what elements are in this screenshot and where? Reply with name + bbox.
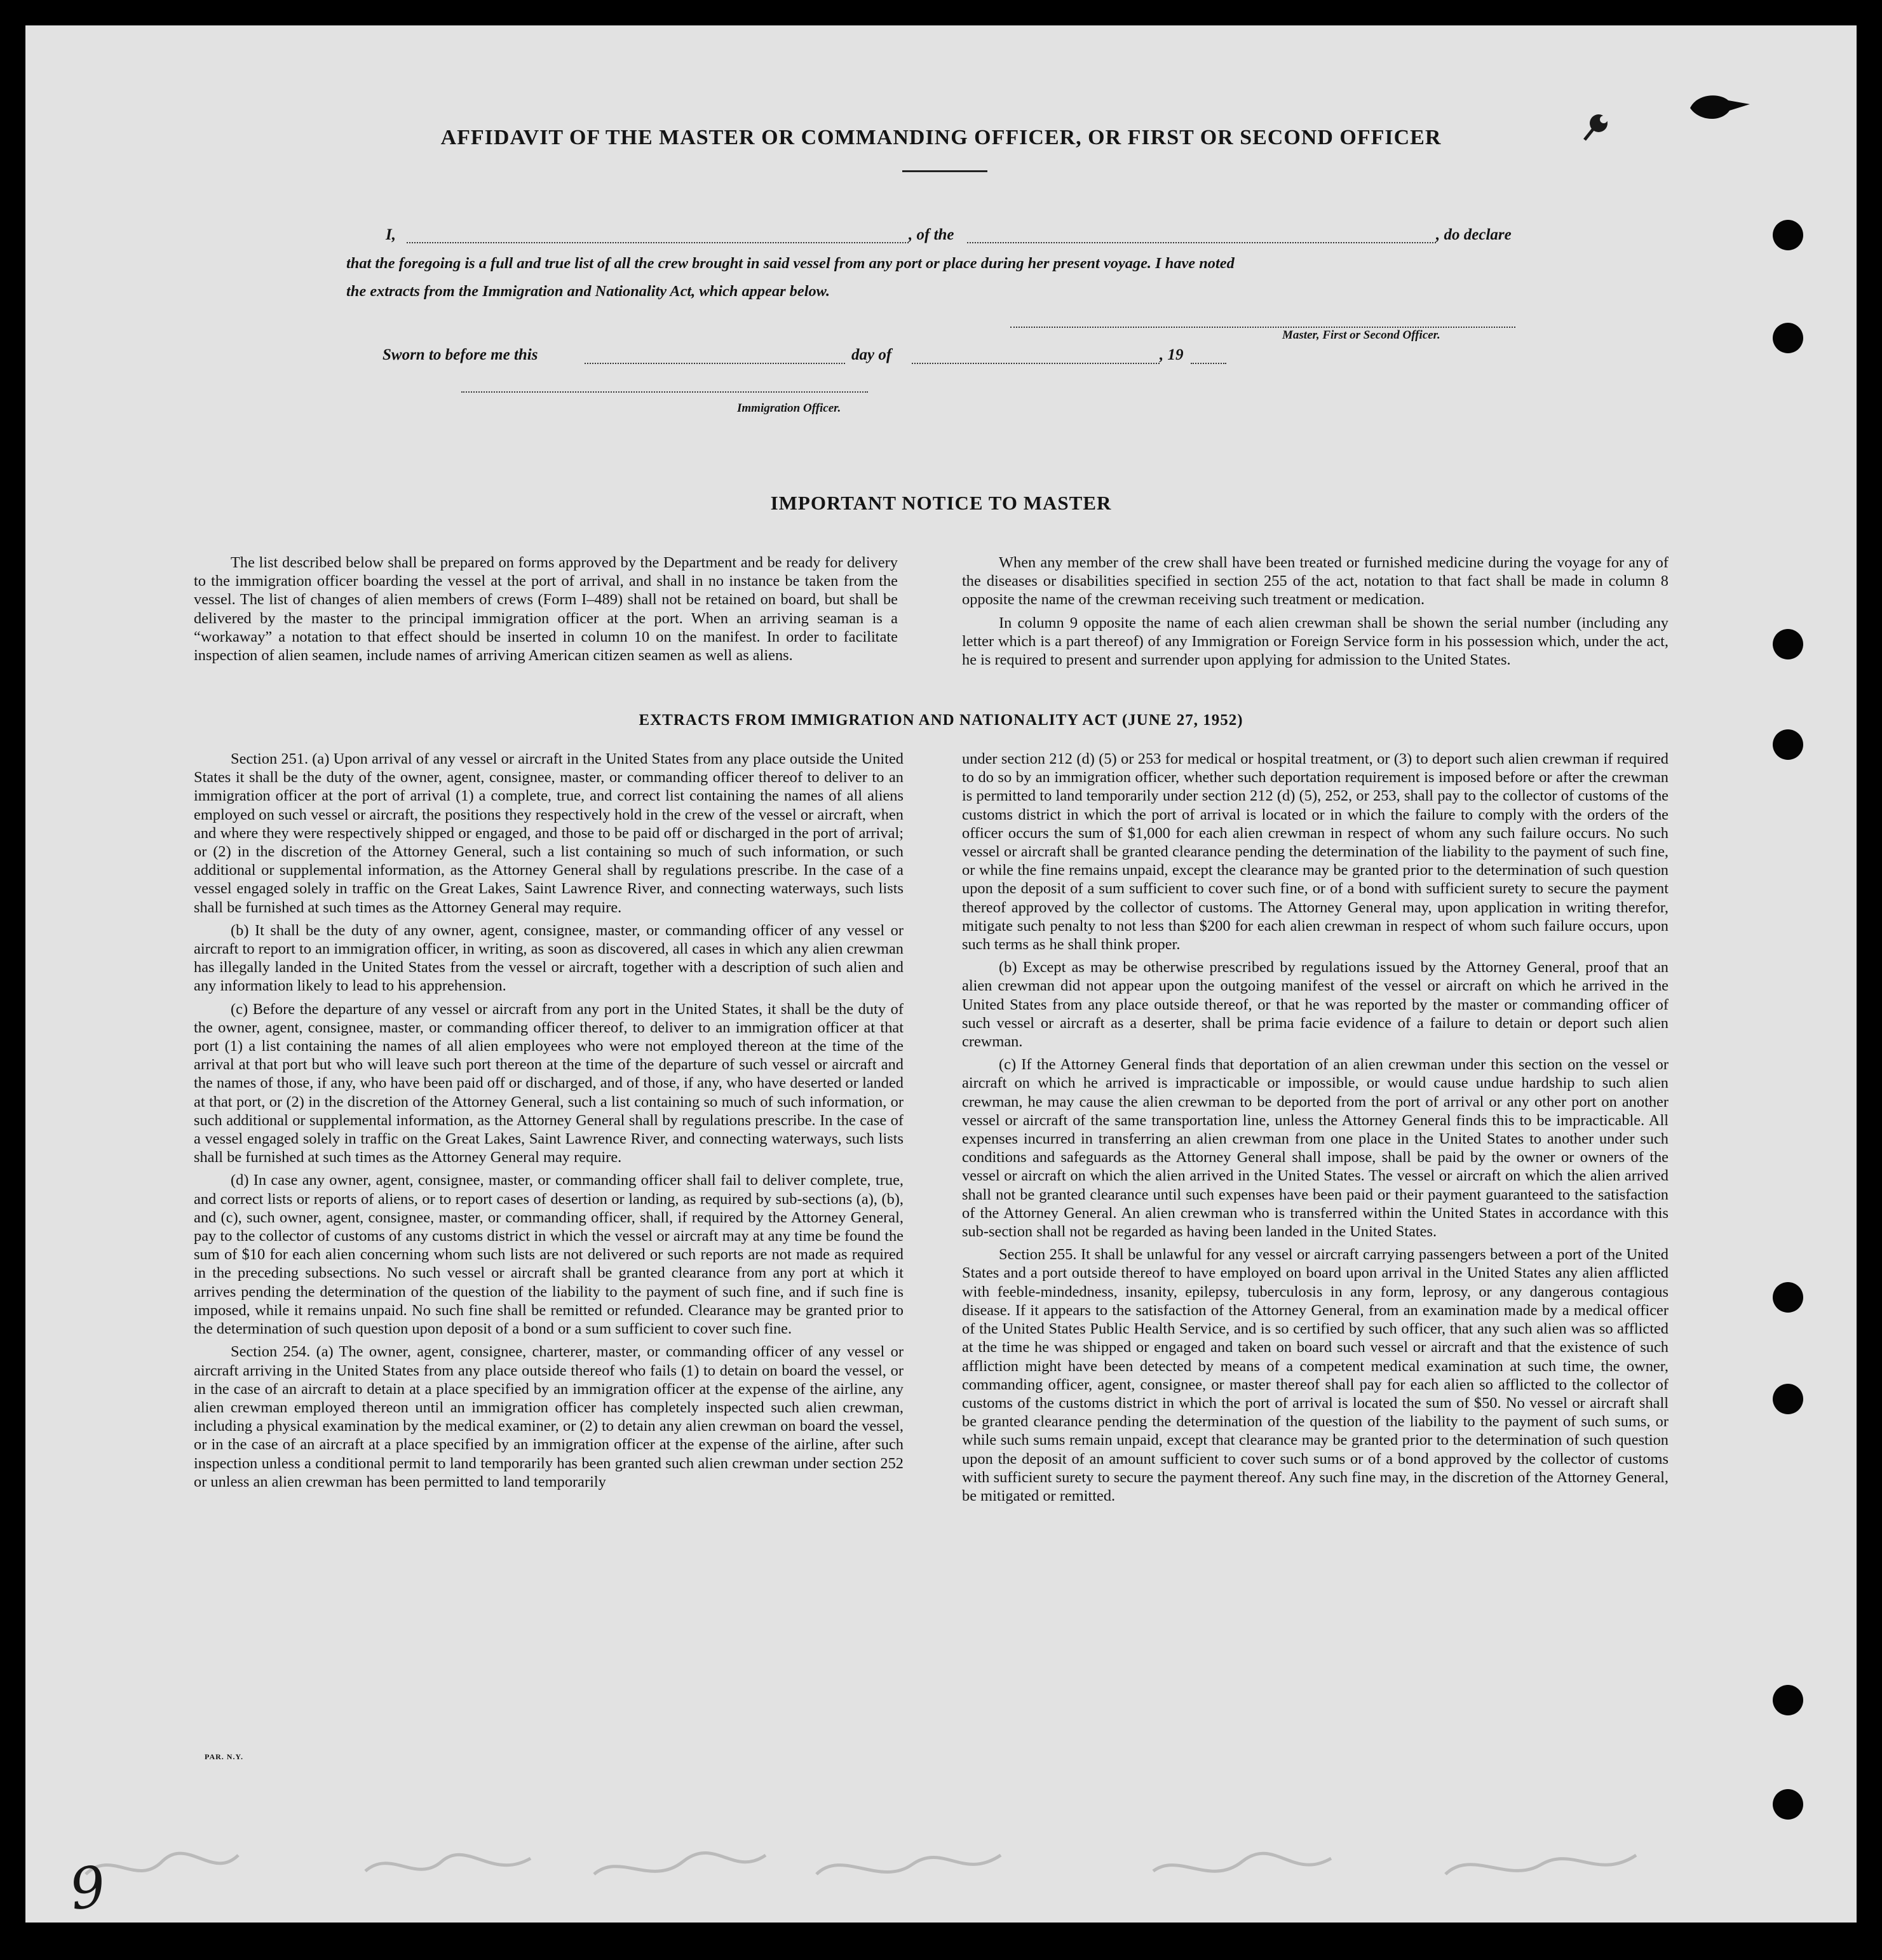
master-signature-line[interactable] xyxy=(1010,323,1515,328)
faint-handwriting-mark xyxy=(60,1836,1712,1904)
title-divider xyxy=(902,170,987,172)
document-page xyxy=(25,25,1857,1923)
section-254-b: (b) Except as may be otherwise prescribed by regulations issued by the Attorney General, proof that an alien crewman did not appear upon the outgoing manifest of the vessel or aircraft on which he arrived in the United States from any place outside thereof, or that he was reported by the master or commanding officer of such vessel or aircraft as a deserter, shall be prima facie evidence of a failure to detain or deport such alien crewman. xyxy=(962,959,1669,1051)
declaration-line-2: that the foregoing is a full and true list of all the crew brought in said vessel from any port or place during her present voyage. I have noted xyxy=(346,255,1235,272)
vessel-name-field[interactable] xyxy=(967,226,1436,243)
extracts-left-column xyxy=(194,750,904,1491)
punch-hole xyxy=(1773,1282,1803,1313)
extracts-right-column xyxy=(962,750,1669,1505)
section-254-c: (c) If the Attorney General finds that deportation of an alien crewman under this section on the vessel or aircraft on which he arrived is impracticable or impossible, or would cause undue hardship to such alien crewman, he may cause the alien crewman to be deported from the port of arrival or any other port on another vessel or aircraft of the same transportation line, unless the Attorney General finds this to be impracticable. All expenses incurred in transferring an alien crewman from one place in the United States to another under such conditions and safeguards as the Attorney General shall impose, shall be paid by the owner or owners of the vessel or aircraft on which the alien arrived in the United States. The vessel or aircraft on which the alien arrived shall not be granted clearance until such expenses have been paid or their payment guaranteed to the satisfaction of the Attorney General. An alien crewman who is transferred within the United States in accordance with this sub-section shall not be regarded as having been landed in the United States. xyxy=(962,1056,1669,1241)
punch-hole xyxy=(1773,323,1803,353)
declaration-of-the: , of the xyxy=(909,226,954,243)
section-255: Section 255. It shall be unlawful for any vessel or aircraft carrying passengers between a port of the United States and a port outside thereof to have employed on board upon arrival in the United States any alien afflicted with feeble-mindedness, insanity, epilepsy, tuberculosis in any form, leprosy, or any dangerous contagious disease. If it appears to the satisfaction of the Attorney General, from an examination made by a medical officer of the United States Public Health Service, and is so certified by such officer, that any such alien was so afflicted at the time he was shipped or engaged and taken on board such vessel or aircraft and that the existence of such affliction might have been detected by means of a competent medical examination at such time, the owner, commanding officer, agent, consignee, or master thereof shall pay for each alien so afflicted to the collector of customs of the customs district in which the port of arrival is located the sum of $50. No vessel or aircraft shall be granted clearance pending the determination of the question of the liability to the payment of such sums, or while such sums remain unpaid, except that clearance may be granted prior to the determination of such question upon the deposit of an amount sufficient to cover such sums or of a bond approved by the collector of customs with sufficient surety to secure the payment thereof. Any such fine may, in the discretion of the Attorney General, be mitigated or remitted. xyxy=(962,1246,1669,1504)
section-251-b: (b) It shall be the duty of any owner, agent, consignee, master, or commanding officer of any vessel or aircraft to report to an immigration officer, in writing, as soon as discovered, all cases in which any alien crewman has illegally landed in the United States from the vessel or aircraft, together with a description of such alien and any information likely to lead to his apprehension. xyxy=(194,921,904,995)
notice-right-paragraph-2: In column 9 opposite the name of each alien crewman shall be shown the serial number (including any letter which is a part thereof) of any Immigration or Foreign Service form in his possession which, under the act, he is required to present and surrender upon applying for admission to the United States. xyxy=(962,614,1669,669)
declaration-i: I, xyxy=(386,226,396,243)
extracts-title: EXTRACTS FROM IMMIGRATION AND NATIONALITY ACT (JUNE 27, 1952) xyxy=(639,712,1243,729)
sworn-year-field[interactable] xyxy=(1191,346,1226,364)
punch-hole xyxy=(1773,1384,1803,1414)
section-254-a-continued: under section 212 (d) (5) or 253 for medical or hospital treatment, or (3) to deport such alien crewman if required to do so by an immigration officer, whether such deportation requirement is imposed before or after the crewman is permitted to land temporarily under section 212 (d) (5), 252, or 253, shall pay to the collector of customs of the customs district in which the port of arrival is located or in which the failure to comply with the orders of the officer occurs the sum of $1,000 for each alien crewman in respect of whom any such failure occurs. No such vessel or aircraft shall be granted clearance pending the determination of the liability to the payment of such fine, or while the fine remains unpaid, except the clearance may be granted prior to the determination of such question upon the deposit of a sum sufficient to cover such fine, or of a bond with sufficient surety to secure the payment thereof approved by the collector of customs. The Attorney General may, upon application in writing therefor, mitigate such penalty to not less than $200 for each alien crewman in respect of whom such failure occurs, upon such terms as he shall think proper. xyxy=(962,750,1669,954)
declaration-do-declare: , do declare xyxy=(1436,226,1512,243)
notice-right-paragraph-1: When any member of the crew shall have been treated or furnished medicine during the voyage for any of the diseases or disabilities specified in section 255 of the act, notation to that fact shall be made in column 8 opposite the name of the crewman receiving such treatment or medication. xyxy=(962,554,1669,609)
page-number: 9 xyxy=(65,1853,110,1923)
sworn-day-field[interactable] xyxy=(585,346,845,364)
section-251-c: (c) Before the departure of any vessel or aircraft from any port in the United States, it shall be the duty of the owner, agent, consignee, master, or commanding officer thereof, to deliver to an immigration officer at that port (1) a list containing the names of all alien employees who were not employed thereon at the time of the arrival at that port but who will leave such port thereon at the time of the departure of such vessel or aircraft and the names of those, if any, who have been paid off or discharged, and of those, if any, who have deserted or landed at that port, or (2) in the discretion of the Attorney General, such a list containing so much of such information, or such additional or supplemental information, as the Attorney General shall by regulations prescribe. In the case of a vessel engaged solely in traffic on the Great Lakes, Saint Lawrence River, and connecting waterways, such lists shall be furnished at such times as the Attorney General may require. xyxy=(194,1000,904,1166)
section-251-d: (d) In case any owner, agent, consignee, master, or commanding officer shall fail to deliver complete, true, and correct lists or reports of aliens, or to report cases of desertion or landing, as required by sub-sections (a), (b), and (c), such owner, agent, consignee, master, or commanding officer, shall, if required by the Attorney General, pay to the collector of customs of any customs district in which the vessel or aircraft may at any time be found the sum of $10 for each alien concerning whom such lists are not delivered or such reports are not made as required in the preceding subsections. No such vessel or aircraft shall be granted clearance from any port at which it arrives pending the determination of the question of the liability to the payment of such fine, and if such fine is imposed, while it remains unpaid. No such fine shall be remitted or refunded. Clearance may be granted prior to the determination of such question upon deposit of a bond or a sum sufficient to cover such fine. xyxy=(194,1172,904,1338)
punch-hole xyxy=(1773,1685,1803,1715)
notice-right-column xyxy=(962,553,1669,669)
sworn-month-field[interactable] xyxy=(912,346,1160,364)
smudge-mark xyxy=(1576,102,1620,146)
day-of-label: day of xyxy=(851,346,892,363)
affidavit-title: AFFIDAVIT OF THE MASTER OR COMMANDING OFFICER, OR FIRST OR SECOND OFFICER xyxy=(440,126,1442,149)
sworn-label: Sworn to before me this xyxy=(382,346,538,363)
officer-signature-label: Immigration Officer. xyxy=(737,402,841,415)
officer-signature-line[interactable] xyxy=(461,388,868,393)
master-signature-label: Master, First or Second Officer. xyxy=(1282,328,1440,342)
section-251-a: Section 251. (a) Upon arrival of any vessel or aircraft in the United States from any place outside the United States it shall be the duty of the owner, agent, consignee, master, or commanding officer thereof to deliver to an immigration officer at the port of arrival (1) a complete, true, and correct list containing the names of all aliens employed on such vessel or aircraft, the positions they respectively hold in the crew of the vessel or aircraft, when and where they were respectively shipped or engaged, and those to be paid off or discharged in the port of arrival; or (2) in the discretion of the Attorney General, such a list containing so much of such information, or such additional or supplemental information, as the Attorney General shall by regulations prescribe. In the case of a vessel engaged solely in traffic on the Great Lakes, Saint Lawrence River, and connecting waterways, such lists shall be furnished at such times as the Attorney General may require. xyxy=(194,750,904,916)
ink-blot-mark xyxy=(1684,89,1754,127)
notice-title: IMPORTANT NOTICE TO MASTER xyxy=(770,492,1112,514)
punch-hole xyxy=(1773,729,1803,760)
declarant-name-field[interactable] xyxy=(407,226,909,243)
section-254-a: Section 254. (a) The owner, agent, consignee, charterer, master, or commanding officer of any vessel or aircraft arriving in the United States from any place outside thereof who fails (1) to detain on board the vessel, or in the case of an aircraft to detain at a place specified by an immigration officer at the expense of the airline, any alien crewman employed thereon until an immigration officer has completely inspected such alien crewman, including a physical examination by the medical examiner, or (2) to detain any alien crewman on board the vessel, or in the case of an aircraft at a place specified by an immigration officer at the expense of the airline, after such inspection unless a conditional permit to land temporarily has been granted such alien crewman under section 252 or unless an alien crewman has been permitted to land temporarily xyxy=(194,1343,904,1490)
printer-mark: PAR. N.Y. xyxy=(205,1752,244,1761)
declaration-line-3: the extracts from the Immigration and Nationality Act, which appear below. xyxy=(346,283,830,300)
punch-hole xyxy=(1773,1789,1803,1820)
punch-hole xyxy=(1773,220,1803,250)
year-label: , 19 xyxy=(1160,346,1184,363)
notice-left-paragraph: The list described below shall be prepared on forms approved by the Department and be ready for delivery to the immigration officer boarding the vessel at the port of arrival, and shall in no instance be taken from the vessel. The list of changes of alien members of crews (Form I–489) shall not be retained on board, but shall be delivered by the master to the principal immigration officer at the port. When an arriving seaman is a “workaway” a notation to that effect should be inserted in column 10 on the manifest. In order to facilitate inspection of alien seamen, include names of arriving American citizen seamen as well as aliens. xyxy=(194,554,898,665)
punch-hole xyxy=(1773,629,1803,659)
notice-left-column xyxy=(194,553,898,665)
